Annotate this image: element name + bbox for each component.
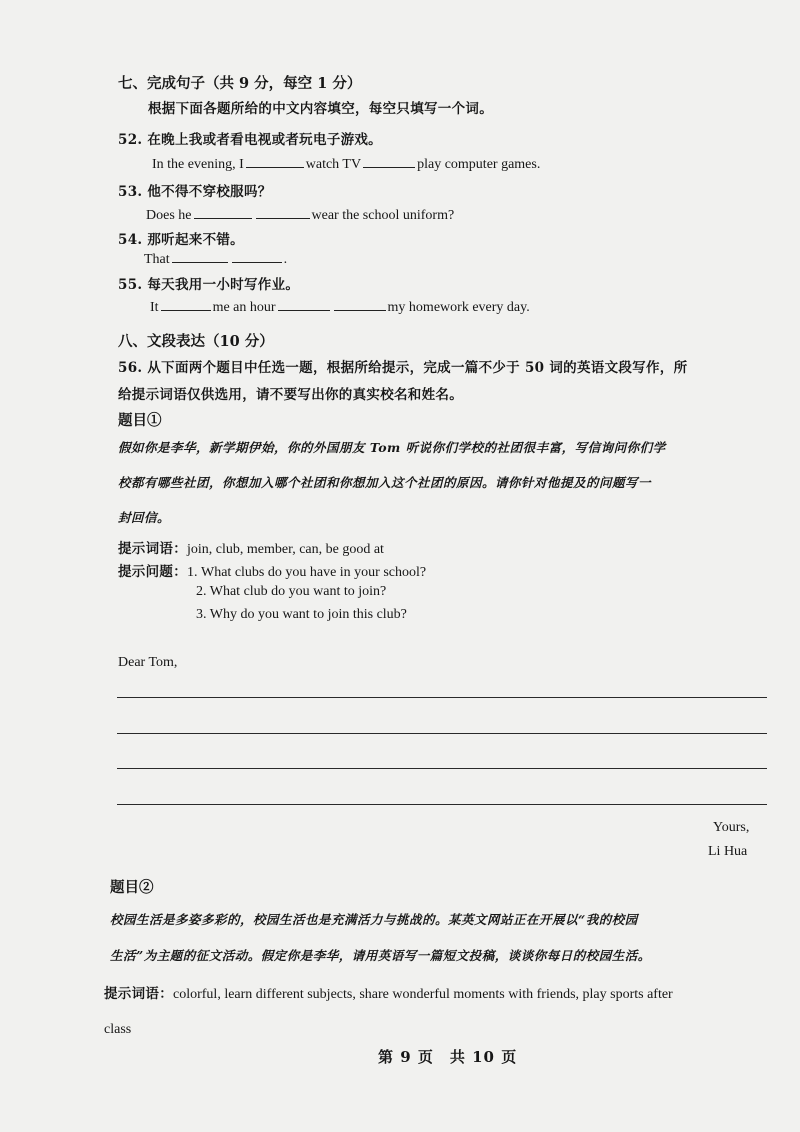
answer-blank[interactable]	[278, 298, 330, 311]
topic2-prompt-line2: 生活”为主题的征文活动。假定你是李华，请用英语写一篇短文投稿，谈谈你每日的校园生活。	[110, 948, 651, 963]
answer-blank[interactable]	[256, 206, 310, 219]
letter-signature: Li Hua	[708, 844, 748, 859]
topic1-hint-q1: 提示问题：1. What clubs do you have in your school?	[118, 564, 427, 580]
q54-en: That .	[144, 252, 288, 267]
topic2-title: 题目②	[110, 879, 154, 896]
topic1-prompt-line3: 封回信。	[118, 510, 171, 525]
q53-cn: 53. 他不得不穿校服吗？	[118, 184, 272, 200]
section8-heading: 八、文段表达（10 分）	[118, 333, 274, 350]
section7-heading: 七、完成句子（共 9 分，每空 1 分）	[118, 75, 362, 92]
topic1-hint-words: 提示词语：join, club, member, can, be good at	[118, 541, 384, 557]
q56-text-line1: 56. 从下面两个题目中任选一题，根据所给提示，完成一篇不少于 50 词的英语文段写作，所	[118, 360, 688, 376]
q55-en: It me an hour my homework every day.	[150, 300, 530, 315]
letter-closing: Yours,	[713, 820, 750, 835]
writing-line[interactable]	[117, 768, 767, 769]
writing-line[interactable]	[117, 697, 767, 698]
answer-blank[interactable]	[246, 155, 304, 168]
q52-cn: 52. 在晚上我或者看电视或者玩电子游戏。	[118, 132, 382, 148]
q53-en: Does he wear the school uniform?	[146, 208, 455, 223]
section7-instruction: 根据下面各题所给的中文内容填空，每空只填写一个词。	[148, 101, 493, 117]
answer-blank[interactable]	[334, 298, 386, 311]
answer-blank[interactable]	[172, 250, 228, 263]
q55-cn: 55. 每天我用一小时写作业。	[118, 277, 300, 293]
answer-blank[interactable]	[363, 155, 415, 168]
answer-blank[interactable]	[194, 206, 252, 219]
topic2-prompt-line1: 校园生活是多姿多彩的，校园生活也是充满活力与挑战的。某英文网站正在开展以“我的校园	[110, 912, 638, 927]
topic1-prompt-line1: 假如你是李华，新学期伊始，你的外国朋友 Tom 听说你们学校的社团很丰富，写信询问你们学	[118, 440, 666, 455]
answer-blank[interactable]	[161, 298, 211, 311]
topic1-hint-q2: 2. What club do you want to join?	[196, 584, 387, 599]
topic1-title: 题目①	[118, 412, 162, 429]
topic2-hint-words-cont: class	[104, 1022, 132, 1037]
letter-salutation: Dear Tom,	[118, 655, 178, 670]
q56-text-line2: 给提示词语仅供选用，请不要写出你的真实校名和姓名。	[118, 387, 463, 403]
answer-blank[interactable]	[232, 250, 282, 263]
q52-en: In the evening, I watch TV play computer games.	[152, 157, 541, 172]
topic1-prompt-line2: 校都有哪些社团，你想加入哪个社团和你想加入这个社团的原因。请你针对他提及的问题写一	[118, 475, 652, 490]
page-footer: 第 9 页 共 10 页	[378, 1048, 518, 1066]
q54-cn: 54. 那听起来不错。	[118, 232, 244, 248]
writing-line[interactable]	[117, 804, 767, 805]
writing-line[interactable]	[117, 733, 767, 734]
topic1-hint-q3: 3. Why do you want to join this club?	[196, 607, 407, 622]
topic2-hint-words: 提示词语：colorful, learn different subjects, share wonderful moments with friends, play sports after	[104, 986, 673, 1002]
